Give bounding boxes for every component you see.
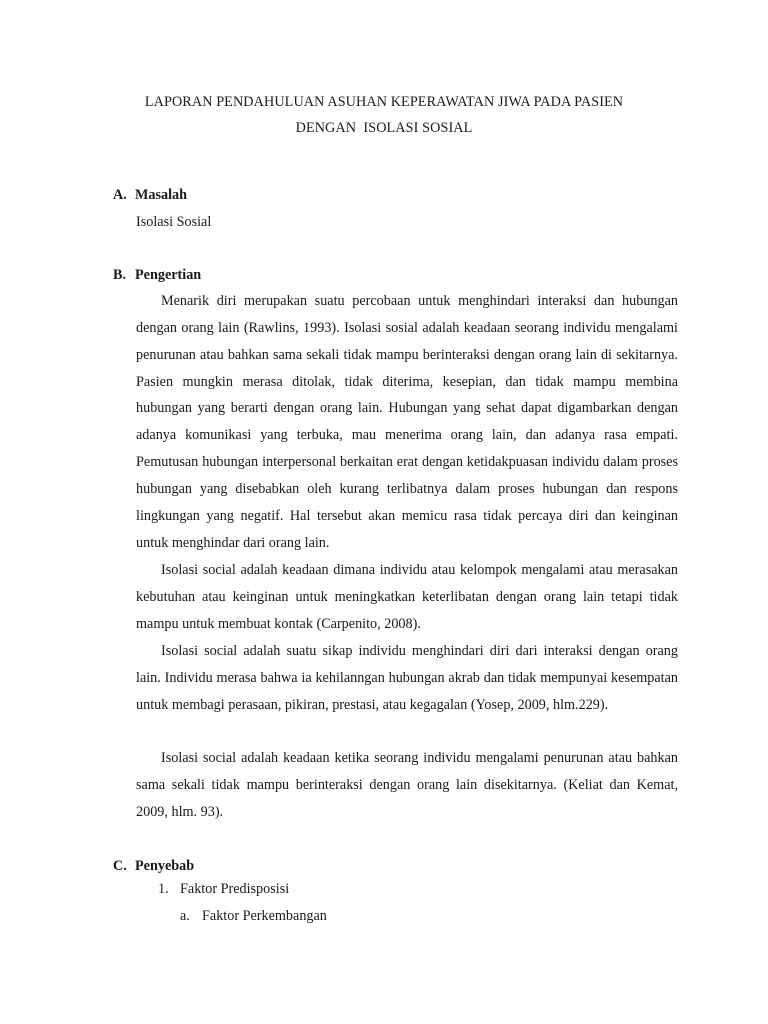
section-b-heading [113,267,201,284]
section-a-letter: A. [113,187,127,203]
section-c-letter: C. [113,858,127,874]
section-c-title: Penyebab [135,858,195,874]
section-a-content: Isolasi Sosial [136,214,212,230]
section-a-title: Masalah [135,187,188,203]
list-item-label: Faktor Perkembangan [202,908,327,924]
section-b-paragraph-3: Isolasi social adalah suatu sikap individu menghindari diri dari interaksi dengan orang lain. Individu merasa bahwa ia kehilanngan hubungan akrab dan tidak mempunyai kesempatan untuk membagi perasaan, pikiran, prestasi, atau kegagalan (Yosep, 2009, hlm.229). [136,643,678,713]
section-a-heading [113,187,187,204]
section-b-paragraph-1: Menarik diri merupakan suatu percobaan untuk menghindari interaksi dan hubungan dengan orang lain (Rawlins, 1993). Isolasi sosial adalah keadaan seorang individu mengalami penurunan atau bahkan sama sekali tidak mampu berinteraksi dengan orang lain di sekitarnya. Pasien mungkin merasa ditolak, tidak diterima, kesepian, dan tidak mampu membina hubungan yang berarti dengan orang lain. Hubungan yang sehat dapat digambarkan dengan adanya komunikasi yang terbuka, mau menerima orang lain, dan adanya rasa empati. Pemutusan hubungan interpersonal berkaitan erat dengan ketidakpuasan individu dalam proses hubungan yang disebabkan oleh kurang terlibatnya dalam proses hubungan dan respons lingkungan yang negatif. Hal tersebut akan memicu rasa tidak percaya diri dan keinginan untuk menghindar dari orang lain. [136,293,678,551]
list-item-number: 1. [158,881,169,897]
section-b-title: Pengertian [135,267,202,283]
document-title-line-2: DENGAN ISOLASI SOSIAL [295,120,473,136]
section-c-heading [113,858,194,875]
list-item-letter: a. [180,908,190,924]
document-title-line-1: LAPORAN PENDAHULUAN ASUHAN KEPERAWATAN JIWA PADA PASIEN [144,94,624,110]
section-b-paragraph-4: Isolasi social adalah keadaan ketika seorang individu mengalami penurunan atau bahkan sama sekali tidak mampu berinteraksi dengan orang lain disekitarnya. (Keliat dan Kemat, 2009, hlm. 93). [136,750,678,820]
list-item [180,908,327,925]
section-b-paragraph-2: Isolasi social adalah keadaan dimana individu atau kelompok mengalami atau merasakan kebutuhan atau keinginan untuk meningkatkan keterlibatan dengan orang lain tetapi tidak mampu untuk membuat kontak (Carpenito, 2008). [136,562,678,632]
list-item [158,881,289,898]
section-b-letter: B. [113,267,127,283]
list-item-label: Faktor Predisposisi [180,881,290,897]
